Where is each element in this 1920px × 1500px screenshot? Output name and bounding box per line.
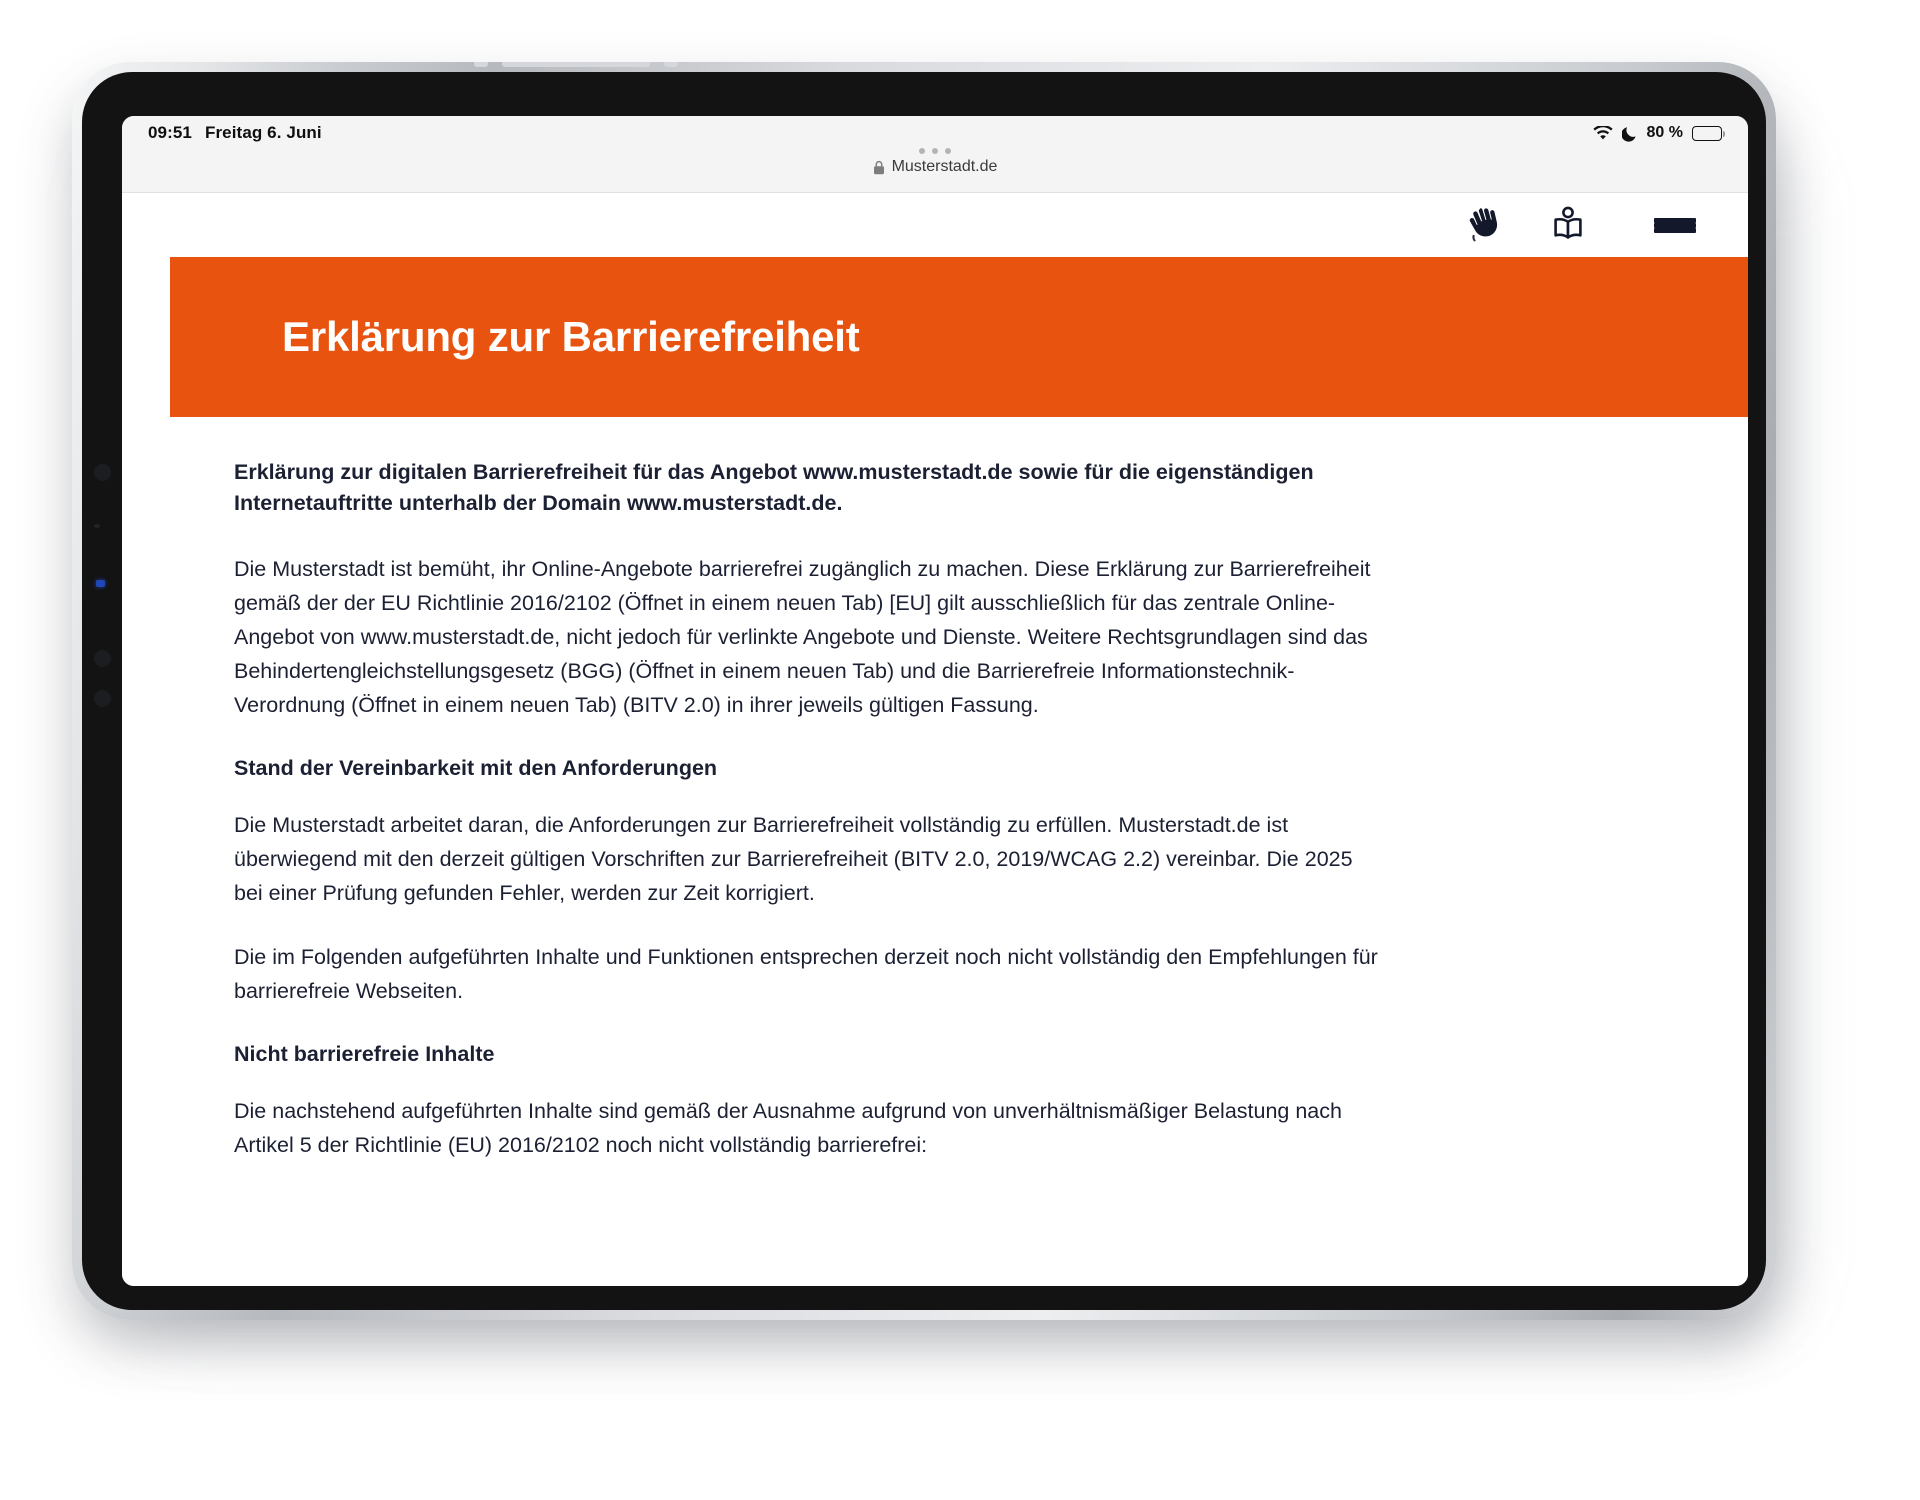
- website-viewport: [122, 193, 1748, 1286]
- article-paragraph-4: Die nachstehend aufgeführten Inhalte sind gemäß der Ausnahme aufgrund von unverhältnismäßiger Belastung nach Artikel 5 der Richtlinie (EU) 2016/2102 noch nicht vollständig barrierefrei:: [234, 1098, 1342, 1157]
- tab-dot: [945, 148, 951, 154]
- microphone-icon: [94, 690, 111, 707]
- page-title: Erklärung zur Barrierefreiheit: [282, 313, 860, 360]
- url-text: Musterstadt.de: [891, 158, 998, 175]
- lock-icon: [873, 160, 885, 175]
- article-heading-non-accessible-content: Nicht barrierefreie Inhalte: [234, 1041, 495, 1066]
- safari-url-bar[interactable]: [122, 150, 1748, 192]
- hamburger-menu-button[interactable]: [1654, 212, 1696, 239]
- device-bezel: [82, 72, 1766, 1310]
- ambient-sensor-icon: [94, 524, 100, 528]
- battery-percentage: 80 %: [1646, 124, 1683, 141]
- sign-language-hand-icon: [1462, 204, 1502, 246]
- clock-time: 09:51: [148, 123, 192, 142]
- url-field[interactable]: [873, 158, 998, 176]
- article-paragraph-3: Die im Folgenden aufgeführten Inhalte und Funktionen entsprechen derzeit noch nicht vollständig den Empfehlungen für barrierefreie Webseiten.: [234, 944, 1378, 1003]
- tab-overview-dots-icon[interactable]: [919, 148, 951, 154]
- moon-do-not-disturb-icon: [1622, 125, 1638, 142]
- depth-sensor-icon: [94, 650, 111, 667]
- article-content: [122, 417, 1748, 1163]
- status-bar-date: Freitag 6. Juni: [204, 123, 322, 142]
- hamburger-bar: [1654, 228, 1696, 233]
- battery-icon: [1692, 126, 1722, 141]
- easy-read-language-button[interactable]: [1548, 204, 1588, 246]
- status-bar-left: [148, 123, 322, 143]
- article-paragraph-2: Die Musterstadt arbeitet daran, die Anforderungen zur Barrierefreiheit vollständig zu erfüllen. Musterstadt.de ist überwiegend mit den derzeit gültigen Vorschriften zur Barrierefreiheit (BITV 2.0, 2019/WCAG 2.2) vereinbar. Die 2025 bei einer Prüfung gefunden Fehler, werden zur Zeit korrigiert.: [234, 812, 1353, 905]
- tab-dot: [932, 148, 938, 154]
- frame-antenna-notch: [664, 62, 678, 67]
- article-paragraph-1: Die Musterstadt ist bemüht, ihr Online-Angebote barrierefrei zugänglich zu machen. Diese Erklärung zur Barrierefreiheit gemäß der der EU Richtlinie 2016/2102 (Öffnet in einem neuen Tab) [EU] gilt ausschließlich für das zentrale Online-Angebot von www.musterstadt.de, nicht jedoch für verlinkte Angebote und Dienste. Weitere Rechtsgrundlagen sind das Behindertengleichstellungsgesetz (BGG) (Öffnet in einem neuen Tab) und die Barrierefreie Informationstechnik-Verordnung (Öffnet in einem neuen Tab) (BITV 2.0) in ihrer jeweils gültigen Fassung.: [234, 556, 1371, 717]
- frame-antenna-notch: [474, 62, 488, 67]
- ios-status-bar: [122, 116, 1748, 150]
- ios-browser-chrome: [122, 116, 1748, 193]
- front-camera-icon: [94, 464, 111, 481]
- status-led-indicator: [96, 580, 105, 587]
- article-lead-paragraph: Erklärung zur digitalen Barrierefreiheit für das Angebot www.musterstadt.de sowie für die eigenständigen Internetauftritte unterhalb der Domain www.musterstadt.de.: [234, 460, 1314, 516]
- hamburger-bar: [1654, 223, 1696, 228]
- easy-read-book-icon: [1548, 204, 1588, 246]
- site-header-toolbar: [122, 193, 1748, 257]
- frame-antenna-band: [502, 62, 650, 67]
- sign-language-button[interactable]: [1462, 204, 1502, 246]
- article-heading-compliance-status: Stand der Vereinbarkeit mit den Anforderungen: [234, 755, 718, 780]
- status-bar-right: [1593, 116, 1722, 150]
- hamburger-bar: [1654, 218, 1696, 223]
- tablet-device-frame: [72, 62, 1776, 1320]
- tablet-screen: [122, 116, 1748, 1286]
- page-hero-banner: [170, 257, 1748, 417]
- wifi-icon: [1593, 126, 1613, 141]
- tab-dot: [919, 148, 925, 154]
